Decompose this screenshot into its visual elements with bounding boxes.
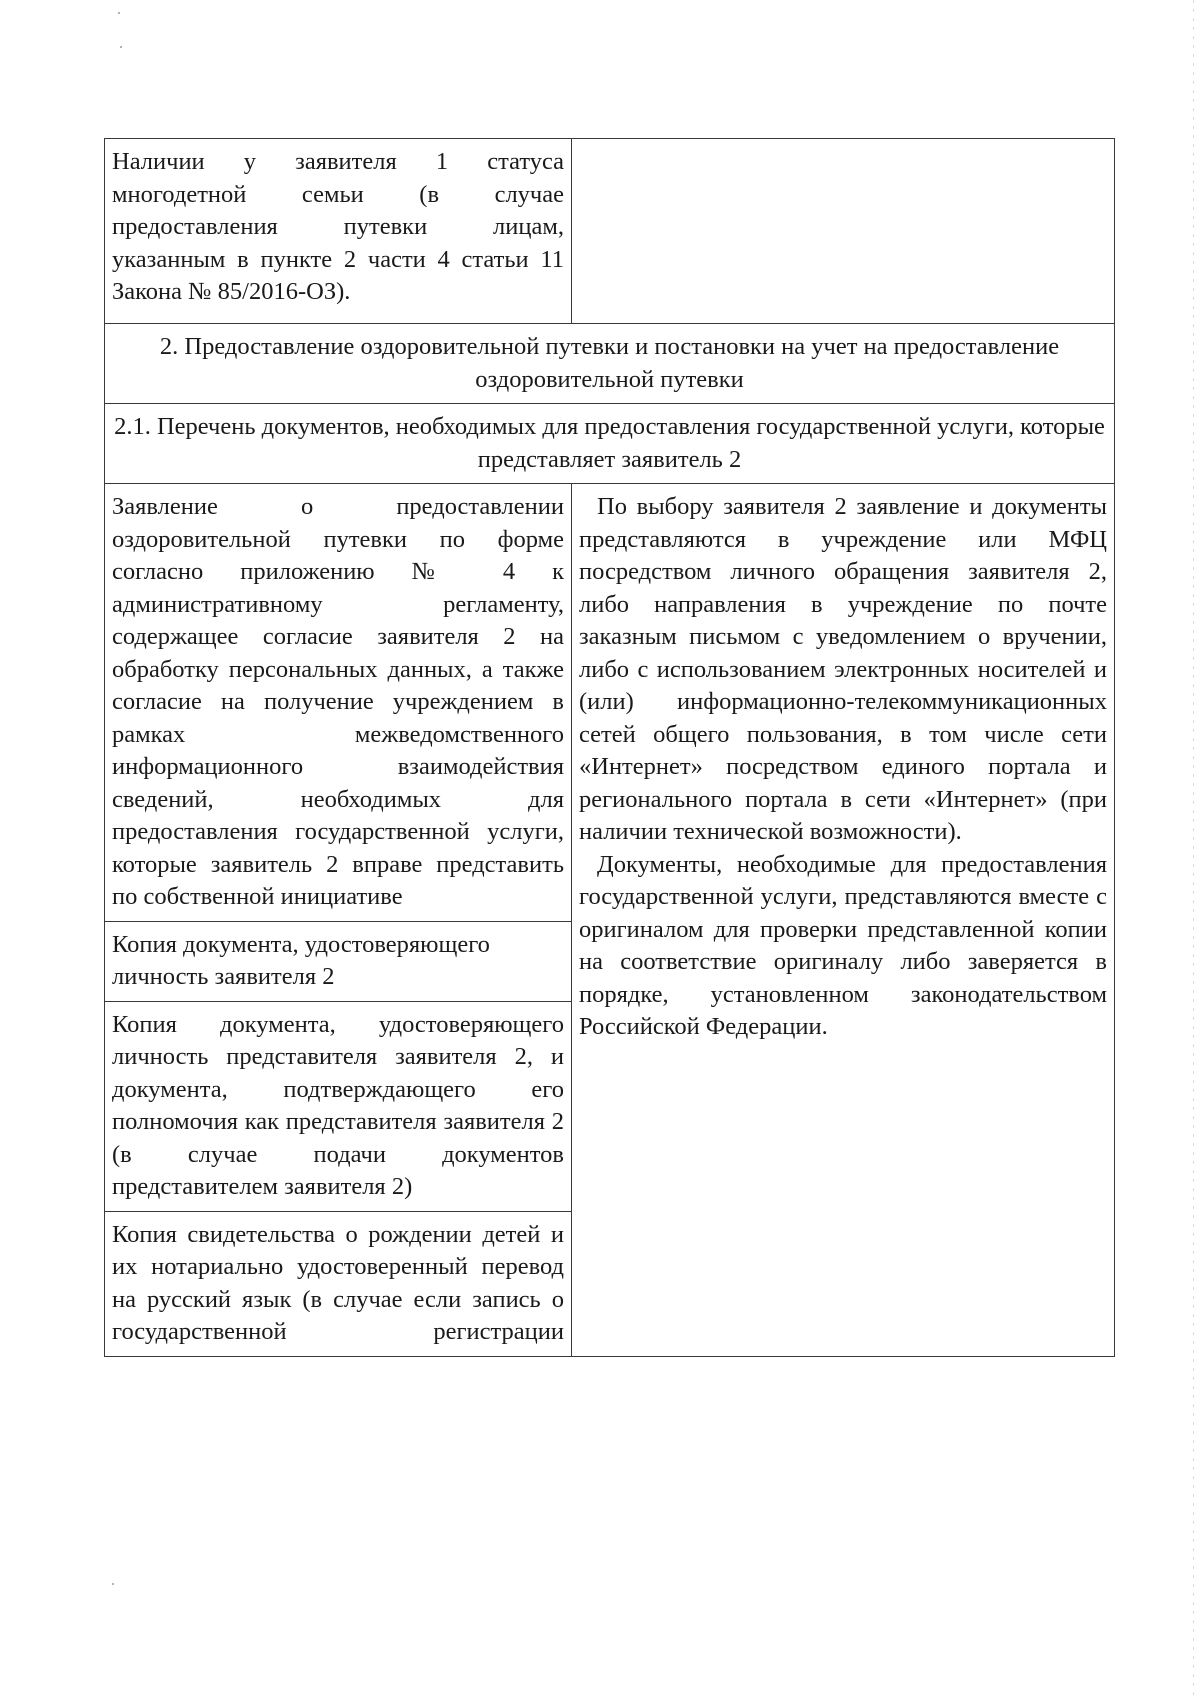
table-row [105, 404, 1115, 484]
table-row [105, 324, 1115, 404]
table-cell-family-status [105, 139, 572, 324]
document-item-identity-copy [105, 921, 572, 1001]
cell-text: Заявление о предоставлении оздоровительной путевки по форме согласно приложению № 4 к административному регламенту, содержащее согласие заявителя 2 на обработку персональных данных, а также согласие на получение учреждением в рамках межведомственного информационного взаимодействия сведений, необходимых для предоставления государственной услуги, которые заявитель 2 вправе представить по собственной инициативе [112, 493, 564, 910]
section-heading-text: 2.1. Перечень документов, необходимых для предоставления государственной услуги, которые представляет заявитель 2 [114, 413, 1105, 473]
table-row [105, 484, 1115, 922]
document-item-representative-copy [105, 1001, 572, 1211]
section-heading-2 [105, 324, 1115, 404]
cell-text: Копия документа, удостоверяющего личность представителя заявителя 2, и документа, подтверждающего его полномочия как представителя заявителя 2 (в случае подачи документов представителем заявителя 2) [112, 1010, 564, 1200]
copy-verification-text: Документы, необходимые для предоставления государственной услуги, представляются вместе с оригиналом для проверки представленной копии на соответствие оригиналу либо заверяется в порядке, установленном законодательством Российской Федерации. [579, 850, 1107, 1040]
table-cell-empty [572, 139, 1115, 324]
cell-text: Копия свидетельства о рождении детей и их нотариально удостоверенный перевод на русский язык (в случае если запись о государственной регистрации [112, 1220, 564, 1345]
scan-speck [118, 12, 120, 14]
scan-speck [112, 1583, 114, 1585]
section-heading-text: 2. Предоставление оздоровительной путевки и постановки на учет на предоставление оздоровительной путевки [159, 333, 1060, 393]
submission-procedure-cell [572, 484, 1115, 1357]
cell-text: Копия документа, удостоверяющего личность заявителя 2 [112, 930, 490, 990]
scan-speck [120, 46, 122, 48]
table-row [105, 139, 1115, 324]
section-heading-2-1 [105, 404, 1115, 484]
document-item-application [105, 484, 572, 922]
cell-text: Наличии у заявителя 1 статуса многодетной семьи (в случае предоставления путевки лицам, указанным в пункте 2 части 4 статьи 11 Закона № 85/2016-ОЗ). [112, 148, 564, 305]
scan-edge-line [1193, 0, 1194, 1696]
submission-procedure-text: По выбору заявителя 2 заявление и документы представляются в учреждение или МФЦ посредством личного обращения заявителя 2, либо направления в учреждение по почте заказным письмом с уведомлением о вручении, либо с использованием электронных носителей и (или) информационно-телекоммуникационных сетей общего пользования, в том числе сети «Интернет» посредством единого портала и регионального портала в сети «Интернет» (при наличии технической возможности). [579, 493, 1107, 845]
requirements-table [104, 138, 1115, 1357]
document-item-birth-certificate [105, 1211, 572, 1356]
